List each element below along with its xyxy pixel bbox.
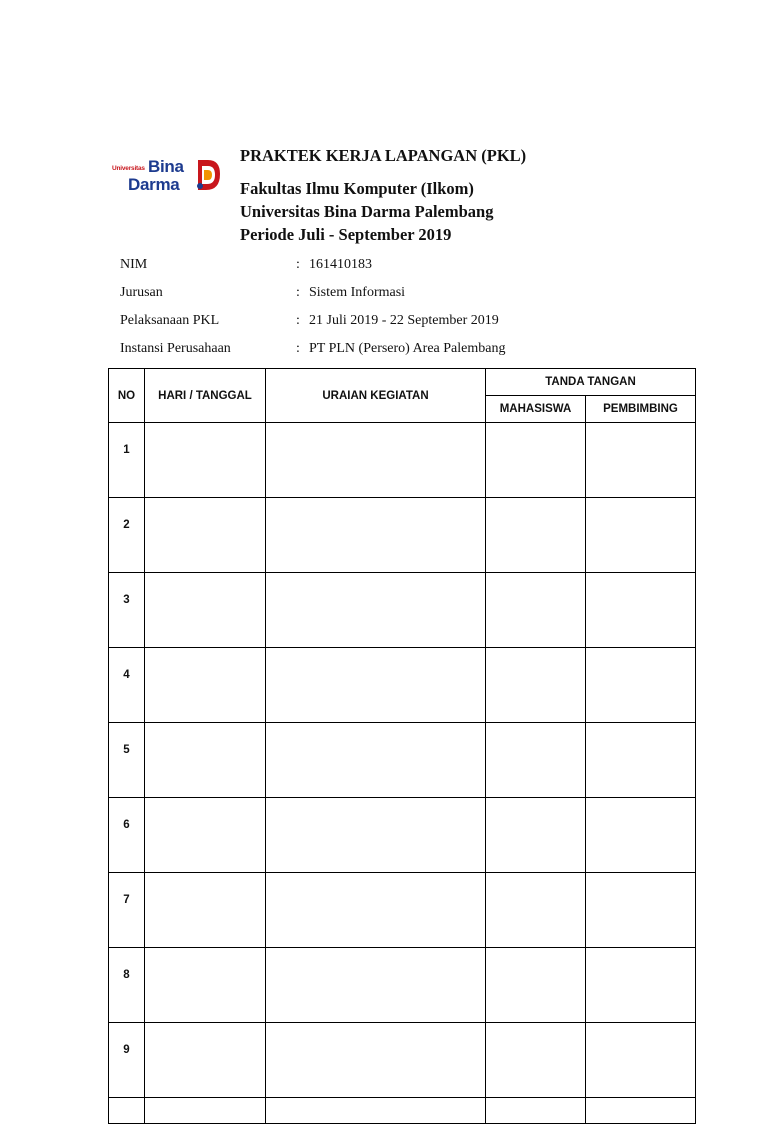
table-row (109, 423, 696, 498)
student-signature-cell (486, 498, 586, 573)
row-number: 7 (109, 873, 145, 948)
info-value: Sistem Informasi (309, 285, 406, 300)
university-name: Universitas Bina Darma Palembang (240, 202, 494, 221)
student-signature-cell (486, 873, 586, 948)
table-row (109, 798, 696, 873)
table-row (109, 1023, 696, 1098)
activity-cell (266, 498, 486, 573)
table-row (109, 723, 696, 798)
supervisor-signature-cell (586, 798, 696, 873)
date-cell (145, 873, 266, 948)
activity-cell (266, 873, 486, 948)
student-signature-cell (486, 798, 586, 873)
row-number (109, 1098, 145, 1124)
activity-cell (266, 798, 486, 873)
logo-small-text: Universitas (112, 165, 145, 172)
row-number: 9 (109, 1023, 145, 1098)
activity-cell (266, 573, 486, 648)
student-signature-cell (486, 948, 586, 1023)
header-no: NO (109, 369, 145, 423)
header-supervisor: PEMBIMBING (586, 396, 696, 423)
supervisor-signature-cell (586, 1023, 696, 1098)
table-row (109, 498, 696, 573)
info-label: NIM (120, 257, 148, 272)
row-number: 5 (109, 723, 145, 798)
date-cell (145, 498, 266, 573)
supervisor-signature-cell (586, 948, 696, 1023)
date-cell (145, 723, 266, 798)
supervisor-signature-cell (586, 573, 696, 648)
header-activity: URAIAN KEGIATAN (266, 369, 486, 423)
header-date: HARI / TANGGAL (145, 369, 266, 423)
table-row (109, 648, 696, 723)
supervisor-signature-cell (586, 423, 696, 498)
info-colon: : (296, 257, 300, 272)
date-cell (145, 948, 266, 1023)
date-cell (145, 573, 266, 648)
header-student: MAHASISWA (486, 396, 586, 423)
logo-line-2: Darma (128, 175, 180, 194)
row-number: 8 (109, 948, 145, 1023)
activity-cell (266, 1023, 486, 1098)
student-signature-cell (486, 723, 586, 798)
activity-log-table (108, 368, 696, 1124)
student-signature-cell (486, 573, 586, 648)
university-logo (110, 156, 230, 196)
student-signature-cell (486, 1023, 586, 1098)
table-row (109, 1098, 696, 1124)
info-value: 161410183 (309, 257, 372, 272)
activity-cell (266, 648, 486, 723)
date-cell (145, 1023, 266, 1098)
info-colon: : (296, 313, 300, 328)
logo-line-1: Bina (148, 157, 184, 176)
faculty-name: Fakultas Ilmu Komputer (Ilkom) (240, 179, 474, 198)
info-colon: : (296, 341, 300, 356)
date-cell (145, 648, 266, 723)
supervisor-signature-cell (586, 1098, 696, 1124)
info-colon: : (296, 285, 300, 300)
student-signature-cell (486, 648, 586, 723)
table-row (109, 948, 696, 1023)
supervisor-signature-cell (586, 648, 696, 723)
student-signature-cell (486, 423, 586, 498)
info-label: Jurusan (120, 285, 163, 300)
header-signature: TANDA TANGAN (486, 369, 696, 396)
date-cell (145, 798, 266, 873)
info-label: Pelaksanaan PKL (120, 313, 220, 328)
info-value: PT PLN (Persero) Area Palembang (309, 341, 506, 356)
table-row (109, 573, 696, 648)
info-label: Instansi Perusahaan (120, 341, 231, 356)
info-value: 21 Juli 2019 - 22 September 2019 (309, 313, 499, 328)
activity-cell (266, 423, 486, 498)
row-number: 4 (109, 648, 145, 723)
row-number: 2 (109, 498, 145, 573)
table-row (109, 873, 696, 948)
activity-cell (266, 723, 486, 798)
student-signature-cell (486, 1098, 586, 1124)
row-number: 3 (109, 573, 145, 648)
logo-emblem-icon (194, 158, 222, 192)
row-number: 1 (109, 423, 145, 498)
supervisor-signature-cell (586, 873, 696, 948)
date-cell (145, 423, 266, 498)
period: Periode Juli - September 2019 (240, 225, 452, 244)
supervisor-signature-cell (586, 723, 696, 798)
row-number: 6 (109, 798, 145, 873)
activity-cell (266, 1098, 486, 1124)
activity-cell (266, 948, 486, 1023)
supervisor-signature-cell (586, 498, 696, 573)
date-cell (145, 1098, 266, 1124)
page-title: PRAKTEK KERJA LAPANGAN (PKL) (240, 146, 527, 165)
